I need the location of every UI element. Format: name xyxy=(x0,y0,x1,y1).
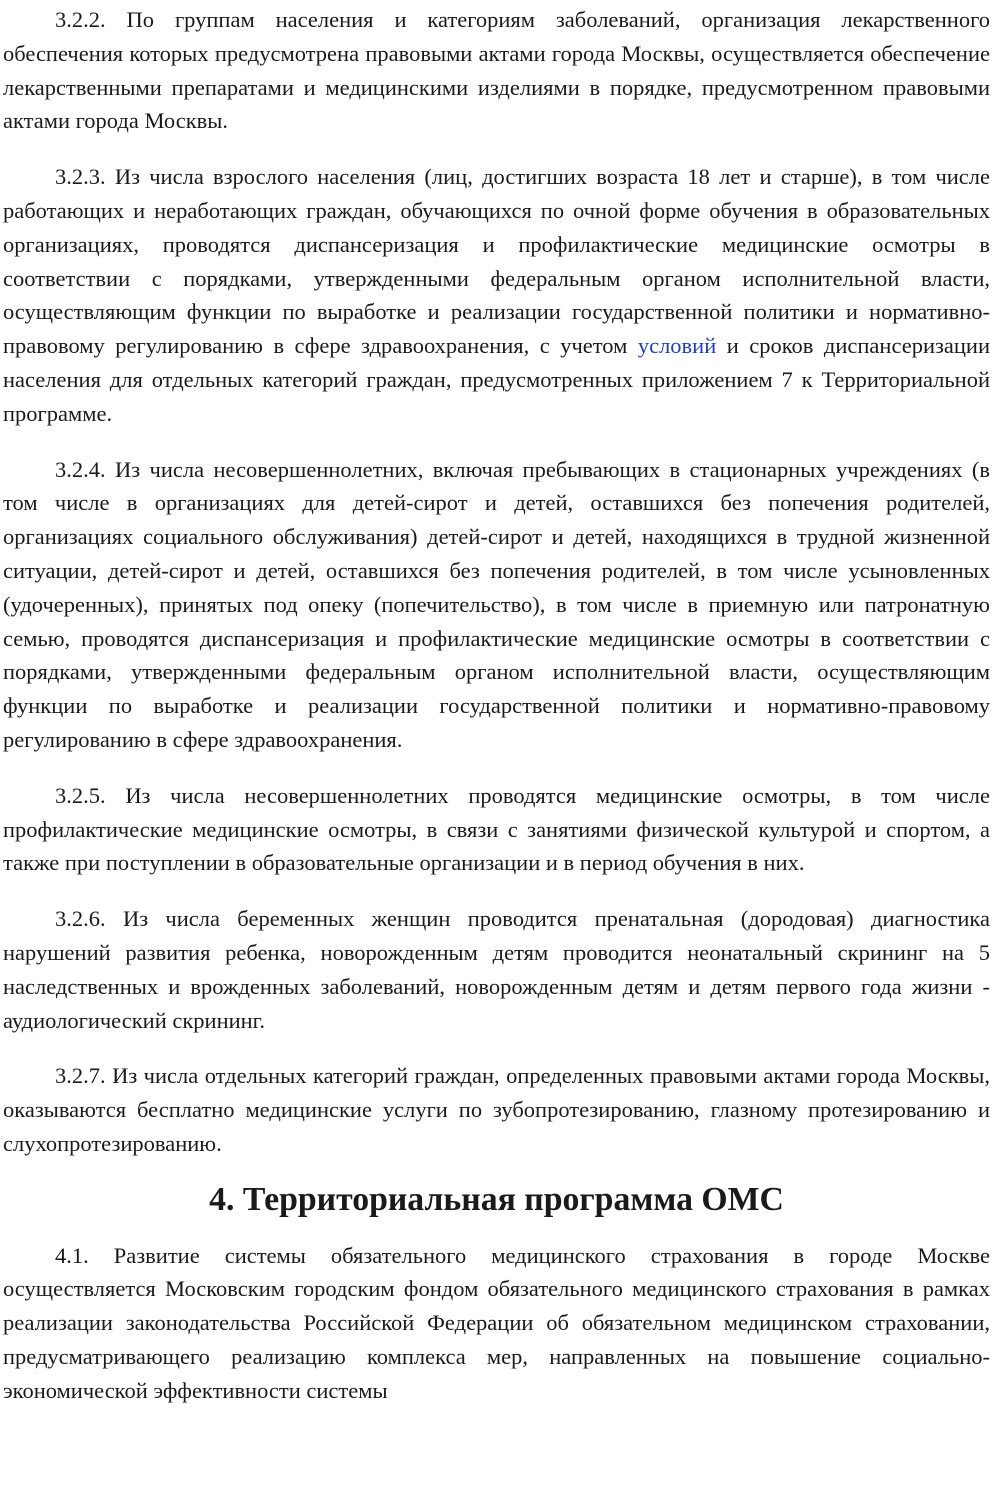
paragraph-4-1: 4.1. Развитие системы обязательного медицинского страхования в городе Москве осуществляется Московским городским фондом обязательного медицинского страхования в рамках реализации законодательства Российской Федерации об обязательном медицинском страховании, предусматривающего реализацию комплекса мер, направленных на повышение социально-экономической эффективности системы xyxy=(3,1242,990,1403)
paragraph-3-2-3-text-after: и сроков диспансеризации населения для отдельных категорий граждан, предусмотренных приложением 7 к Территориальной программе. xyxy=(3,333,990,426)
paragraph-3-2-3-text-before: 3.2.3. Из числа взрослого населения (лиц, достигших возраста 18 лет и старше), в том числе работающих и неработающих граждан, обучающихся по очной форме обучения в образовательных организациях, проводятся диспансеризация и профилактические медицинские осмотры в соответствии с порядками, утвержденными федеральным органом исполнительной власти, осуществляющим функции по выработке и реализации государственной политики и нормативно-правовому регулированию в сфере здравоохранения, с учетом xyxy=(3,164,990,359)
conditions-link[interactable]: условий xyxy=(637,333,717,359)
paragraph-3-2-5: 3.2.5. Из числа несовершеннолетних проводятся медицинские осмотры, в том числе профилактические медицинские осмотры, в связи с занятиями физической культурой и спортом, а также при поступлении в образовательные организации и в период обучения в них. xyxy=(3,782,990,876)
paragraph-3-2-4: 3.2.4. Из числа несовершеннолетних, включая пребывающих в стационарных учреждениях (в том числе в организациях для детей-сирот и детей, оставшихся без попечения родителей, организациях социального обслуживания) детей-сирот и детей, находящихся в трудной жизненной ситуации, детей-сирот и детей, оставшихся без попечения родителей, в том числе усыновленных (удочеренных), принятых под опеку (попечительство), в том числе в приемную или патронатную семью, проводятся диспансеризация и профилактические медицинские осмотры в соответствии с порядками, утвержденными федеральным органом исполнительной власти, осуществляющим функции по выработке и реализации государственной политики и нормативно-правовому регулированию в сфере здравоохранения. xyxy=(3,456,990,752)
paragraph-3-2-7: 3.2.7. Из числа отдельных категорий граждан, определенных правовыми актами города Москвы, оказываются бесплатно медицинские услуги по зубопротезированию, глазному протезированию и слухопротезированию. xyxy=(3,1063,990,1156)
paragraph-3-2-6: 3.2.6. Из числа беременных женщин проводится пренатальная (дородовая) диагностика нарушений развития ребенка, новорожденным детям проводится неонатальный скрининг на 5 наследственных и врожденных заболеваний, новорожденным детям и детям первого года жизни - аудиологический скрининг. xyxy=(3,906,990,1033)
paragraph-3-2-2: 3.2.2. По группам населения и категориям заболеваний, организация лекарственного обеспечения которых предусмотрена правовыми актами города Москвы, осуществляется обеспечение лекарственными препаратами и медицинскими изделиями в порядке, предусмотренном правовыми актами города Москвы. xyxy=(3,7,990,134)
section-heading: 4. Территориальная программа ОМС xyxy=(209,1180,784,1218)
paragraph-3-2-3 xyxy=(3,160,990,430)
